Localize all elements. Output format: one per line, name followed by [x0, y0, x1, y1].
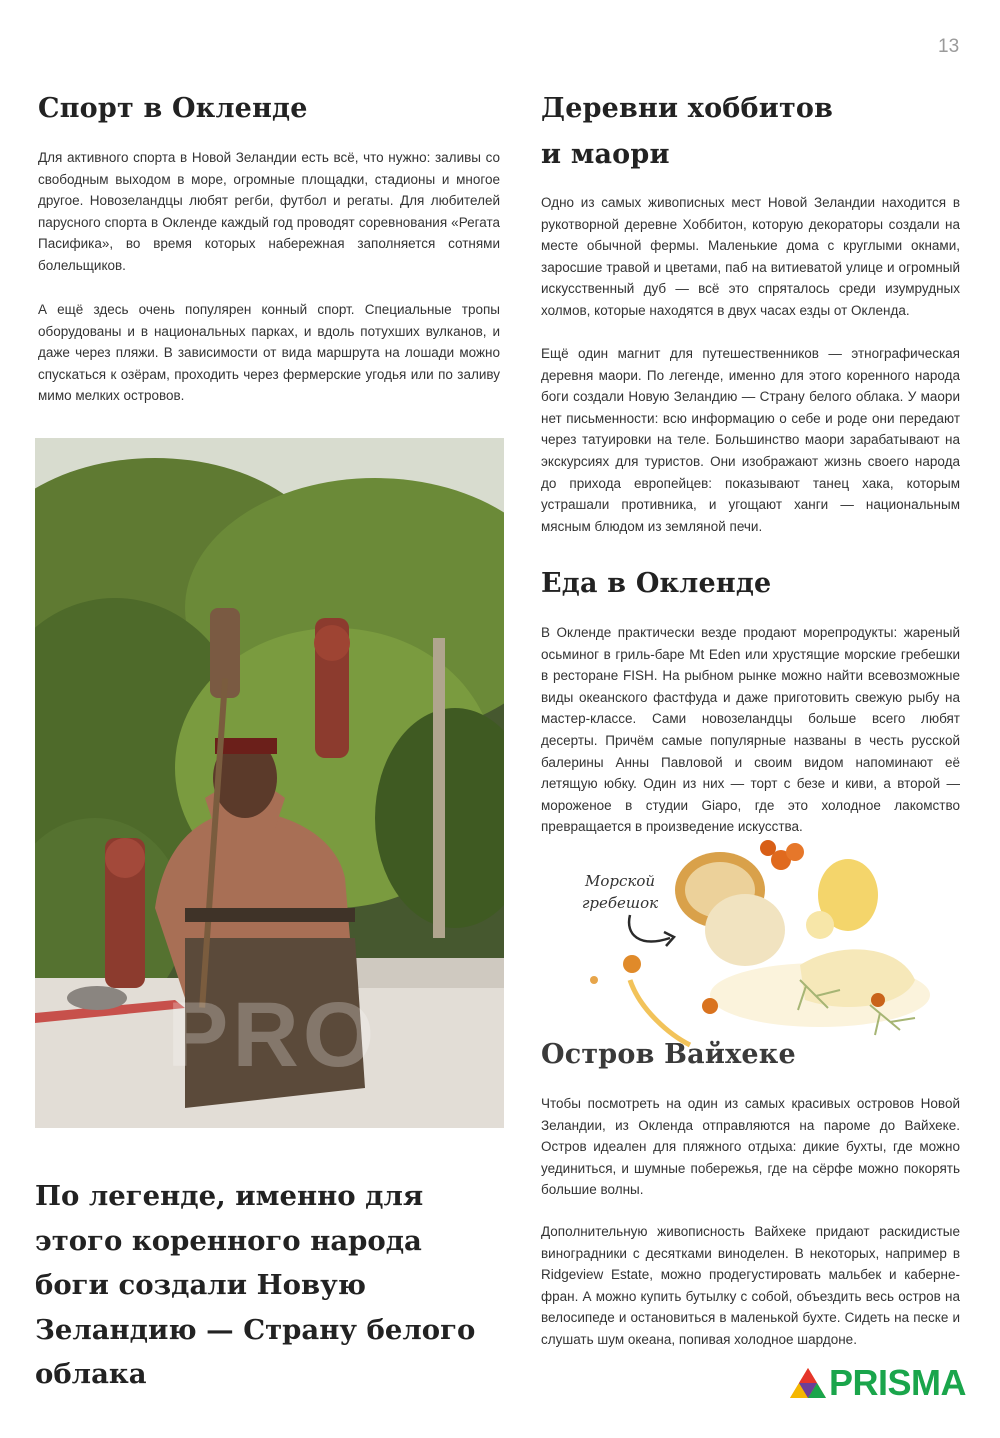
heading-waiheke: Остров Вайхеке	[541, 1039, 796, 1070]
hobbits-paragraph-2: Ещё один магнит для путешественников — этнографическая деревня маори. По легенде, именно для этого коренного народа боги создали Новую Зеландию — Страну белого облака. У маори нет письменности: всю информацию о себе и роде они передают через татуировки на теле. Большинство маори зарабатывают на экскурсиях для туристов. Они изображают жизнь своего народа до прихода европейцев: показывают танец хака, которым устрашали противника, и угощают ханги — национальным мясным блюдом из земляной печи.	[541, 346, 960, 534]
prisma-wordmark: PRISMA	[829, 1362, 967, 1403]
prisma-triangle-icon	[790, 1368, 826, 1398]
waiheke-paragraph-1: Чтобы посмотреть на один из самых красивых островов Новой Зеландии, из Окленда отправляются на пароме до Вайхеке. Остров идеален для пляжного отдыха: дикие бухты, где можно уединиться, и шумные побережья, где на сёрфе можно покорять большие волны.	[541, 1096, 960, 1198]
scallop-caption-line2: гребешок	[581, 894, 659, 912]
prisma-logo	[790, 1362, 967, 1403]
heading-sport: Спорт в Окленде	[38, 93, 308, 124]
hobbits-paragraph-1: Одно из самых живописных мест Новой Зеландии находится в рукотворной деревне Хоббитон, которую декораторы создали на месте обычной фермы. Маленькие дома с круглыми окнами, заросшие травой и цветами, паб на витиеватой улице и огромный искусственный дуб — всё это спряталось среди изумрудных холмов, которые находятся в двух часах езды от Окленда.	[541, 195, 960, 318]
scallop-caption	[570, 870, 670, 914]
heading-hobbits-line2: и маори	[541, 139, 670, 170]
waiheke-paragraph-2: Дополнительную живописность Вайхеке придают раскидистые виноградники с десятками виноделен. В некоторых, например в Ridgeview Estate, можно продегустировать мальбек и каберне-фран. А можно купить бутылку с собой, объездить весь остров на велосипеде и остановиться в маленькой бухте. Сидеть на песке и слушать шум океана, попивая холодное шардоне.	[541, 1224, 960, 1347]
heading-hobbits-line1: Деревни хоббитов	[541, 93, 834, 124]
page-number: 13	[938, 36, 960, 57]
maori-warrior-photo	[35, 438, 504, 1128]
scallop-caption-line1: Морской	[584, 872, 656, 890]
heading-food: Еда в Окленде	[541, 568, 772, 599]
scallop-dish-illustration	[570, 830, 935, 1055]
pull-quote: По легенде, именно для этого коренного народа боги создали Новую Зеландию — Страну белого облака	[35, 1180, 476, 1390]
sport-paragraph-2: А ещё здесь очень популярен конный спорт. Специальные тропы оборудованы и в национальных парках, и вдоль потухших вулканов, и даже через пляжи. В зависимости от вида маршрута на лошади можно спускаться к озёрам, проходить через фермерские угодья или по заливу мимо мелких островов.	[38, 302, 500, 404]
sport-paragraph-1: Для активного спорта в Новой Зеландии есть всё, что нужно: заливы со свободным выходом в море, огромные площадки, стадионы и многое другое. Новозеландцы любят регби, футбол и регаты. Для любителей парусного спорта в Окленде каждый год проводят соревнования «Регата Пасифика», во время которых набережная заполняется сотнями болельщиков.	[38, 150, 500, 273]
food-paragraph: В Окленде практически везде продают морепродукты: жареный осьминог в гриль-баре Mt Eden или хрустящие морские гребешки в ресторане FISH. На рыбном рынке можно найти всевозможные виды океанского фастфуда и даже приготовить свежую рыбу на мастер-классе. Сами новозеландцы больше всего любят десерты. Причём самые популярные названы в честь русской балерины Анны Павловой и своим видом напоминают её летящую юбку. Один из них — торт с безе и киви, а второй — мороженое в студии Giapo, где это холодное лакомство превращается в произведение искусства.	[541, 625, 960, 835]
photo-watermark: PRO	[167, 984, 379, 1086]
